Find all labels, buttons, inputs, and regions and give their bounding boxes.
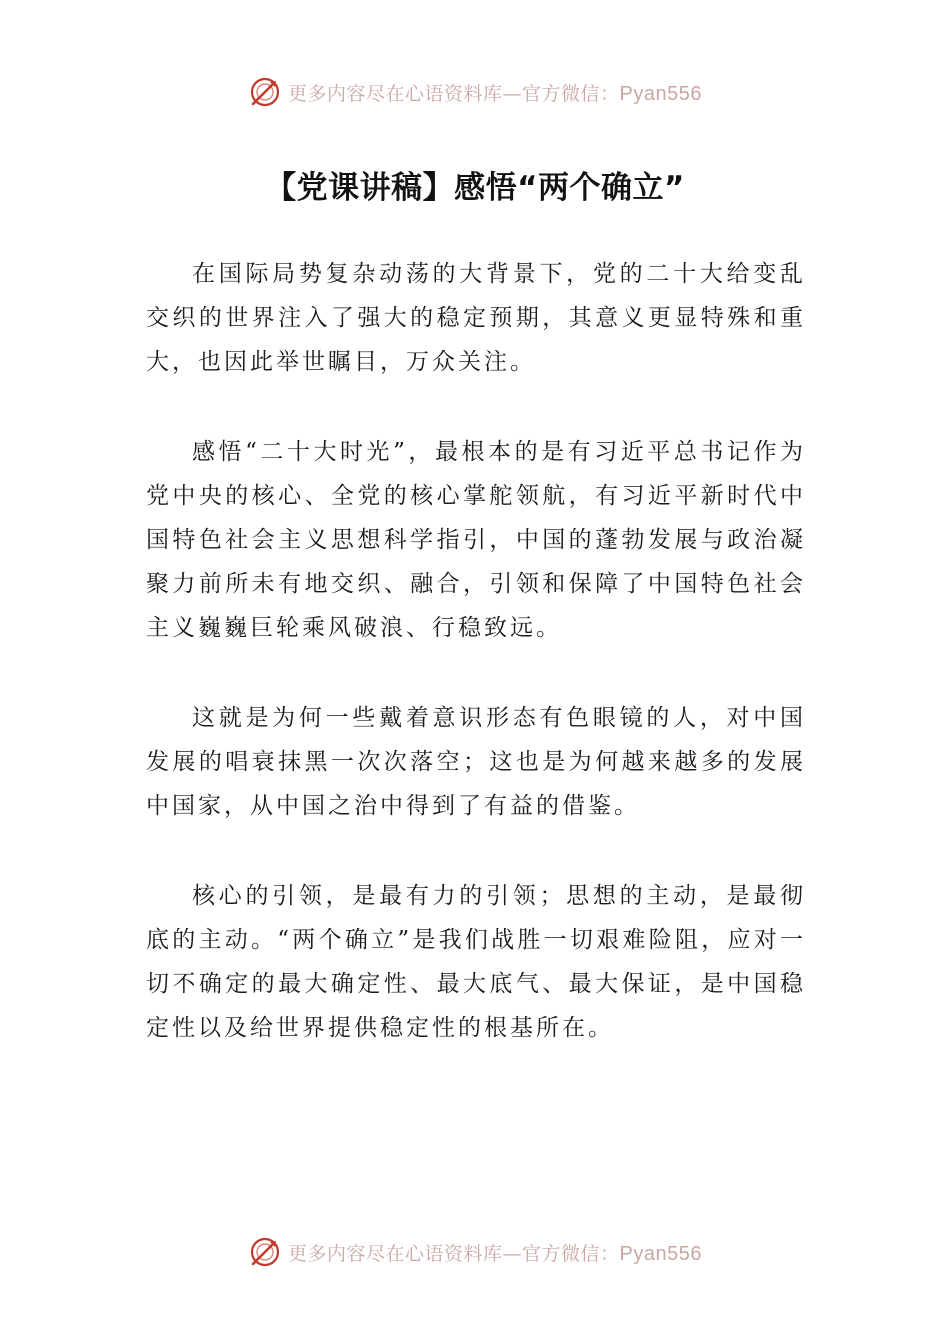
document-body [146,252,806,1096]
document-title: 【党课讲稿】感悟“两个确立” [265,170,685,206]
brand-logo-icon [248,1235,282,1269]
watermark-text: 更多内容尽在心语资料库—官方微信：Pyan556 [288,1242,702,1265]
watermark-text: 更多内容尽在心语资料库—官方微信：Pyan556 [288,82,702,105]
footer-watermark [0,1232,950,1272]
paragraph-3: 这就是为何一些戴着意识形态有色眼镜的人，对中国发展的唱衰抹黑一次次落空；这也是为何越来越多的发展中国家，从中国之治中得到了有益的借鉴。 [146,705,806,819]
wechat-id: Pyan556 [619,1242,702,1265]
paragraph-2: 感悟“二十大时光”，最根本的是有习近平总书记作为党中央的核心、全党的核心掌舵领航，有习近平新时代中国特色社会主义思想科学指引，中国的蓬勃发展与政治凝聚力前所未有地交织、融合，引领和保障了中国特色社会主义巍巍巨轮乘风破浪、行稳致远。 [146,439,806,641]
wechat-id: Pyan556 [619,82,702,105]
header-watermark [0,72,950,112]
paragraph-4: 核心的引领，是最有力的引领；思想的主动，是最彻底的主动。“两个确立”是我们战胜一切艰难险阻，应对一切不确定的最大确定性、最大底气、最大保证，是中国稳定性以及给世界提供稳定性的根基所在。 [146,883,806,1041]
brand-logo-icon [248,75,282,109]
paragraph-1: 在国际局势复杂动荡的大背景下，党的二十大给变乱交织的世界注入了强大的稳定预期，其意义更显特殊和重大，也因此举世瞩目，万众关注。 [146,261,806,375]
